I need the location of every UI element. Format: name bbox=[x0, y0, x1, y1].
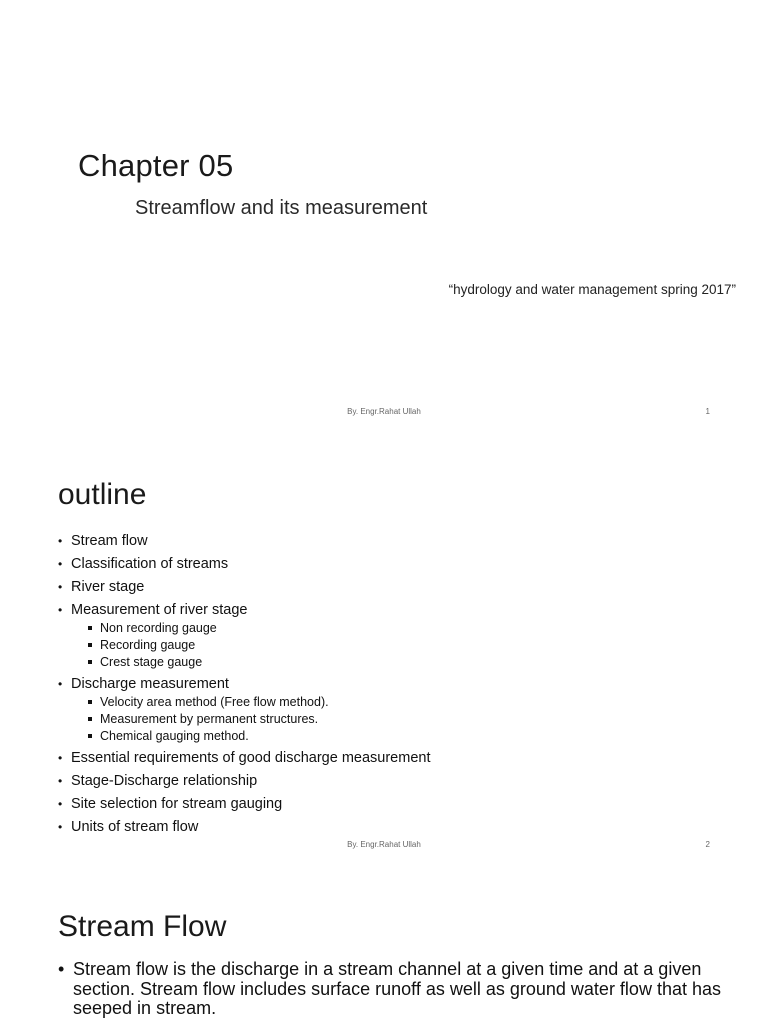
slide-footer-author: By. Engr.Rahat Ullah bbox=[347, 840, 421, 849]
outline-item-text: Measurement of river stage bbox=[71, 602, 248, 618]
bullet-icon: • bbox=[58, 580, 63, 594]
slide-3 bbox=[0, 864, 768, 1024]
slide-page-number: 1 bbox=[705, 407, 710, 416]
outline-subitem bbox=[71, 728, 718, 745]
bullet-icon: • bbox=[58, 820, 63, 834]
outline-item-text: Stage-Discharge relationship bbox=[71, 773, 258, 789]
chapter-subtitle: Streamflow and its measurement bbox=[135, 197, 428, 219]
stream-flow-paragraph bbox=[58, 960, 738, 1019]
outline-item-text: River stage bbox=[71, 579, 145, 595]
paragraph-text: Stream flow is the discharge in a stream channel at a given time and at a given section. Stream flow includes surface runoff as well as ground water flow that has seeped in stream. bbox=[73, 959, 721, 1018]
outline-item bbox=[58, 553, 718, 576]
outline-sublist bbox=[71, 620, 718, 671]
outline-item bbox=[58, 576, 718, 599]
bullet-icon: • bbox=[58, 557, 63, 571]
outline-subitem-text: Recording gauge bbox=[100, 638, 196, 652]
outline-item bbox=[58, 816, 718, 839]
square-bullet-icon bbox=[88, 643, 92, 647]
bullet-icon: • bbox=[58, 534, 63, 548]
bullet-icon: • bbox=[58, 751, 63, 765]
outline-item bbox=[58, 599, 718, 671]
slide-2 bbox=[0, 432, 768, 864]
outline-item bbox=[58, 673, 718, 745]
outline-subitem-text: Non recording gauge bbox=[100, 621, 217, 635]
outline-subitem-text: Crest stage gauge bbox=[100, 655, 203, 669]
slide-1 bbox=[0, 0, 768, 432]
outline-subitem bbox=[71, 637, 718, 654]
bullet-icon: • bbox=[58, 959, 65, 979]
outline-subitem-text: Measurement by permanent structures. bbox=[100, 712, 319, 726]
outline-subitem bbox=[71, 711, 718, 728]
outline-item bbox=[58, 793, 718, 816]
slide-page-number: 2 bbox=[705, 840, 710, 849]
outline-item bbox=[58, 530, 718, 553]
outline-list bbox=[58, 530, 718, 839]
square-bullet-icon bbox=[88, 717, 92, 721]
outline-subitem bbox=[71, 654, 718, 671]
bullet-icon: • bbox=[58, 797, 63, 811]
outline-item-text: Discharge measurement bbox=[71, 676, 229, 692]
outline-item-text: Classification of streams bbox=[71, 556, 229, 572]
bullet-icon: • bbox=[58, 677, 63, 691]
outline-item bbox=[58, 770, 718, 793]
bullet-icon: • bbox=[58, 774, 63, 788]
outline-heading: outline bbox=[58, 478, 147, 511]
square-bullet-icon bbox=[88, 700, 92, 704]
outline-item-text: Essential requirements of good discharge measurement bbox=[71, 750, 431, 766]
outline-subitem-text: Chemical gauging method. bbox=[100, 729, 249, 743]
outline-subitem bbox=[71, 620, 718, 637]
outline-item-text: Site selection for stream gauging bbox=[71, 796, 283, 812]
chapter-title: Chapter 05 bbox=[78, 148, 234, 183]
square-bullet-icon bbox=[88, 734, 92, 738]
outline-sublist bbox=[71, 694, 718, 745]
square-bullet-icon bbox=[88, 626, 92, 630]
course-name: “hydrology and water management spring 2017” bbox=[448, 282, 736, 297]
bullet-icon: • bbox=[58, 603, 63, 617]
square-bullet-icon bbox=[88, 660, 92, 664]
outline-subitem bbox=[71, 694, 718, 711]
outline-subitem-text: Velocity area method (Free flow method). bbox=[100, 695, 329, 709]
outline-item bbox=[58, 747, 718, 770]
outline-item-text: Units of stream flow bbox=[71, 819, 199, 835]
slide-footer-author: By. Engr.Rahat Ullah bbox=[347, 407, 421, 416]
stream-flow-heading: Stream Flow bbox=[58, 910, 227, 943]
outline-item-text: Stream flow bbox=[71, 533, 148, 549]
